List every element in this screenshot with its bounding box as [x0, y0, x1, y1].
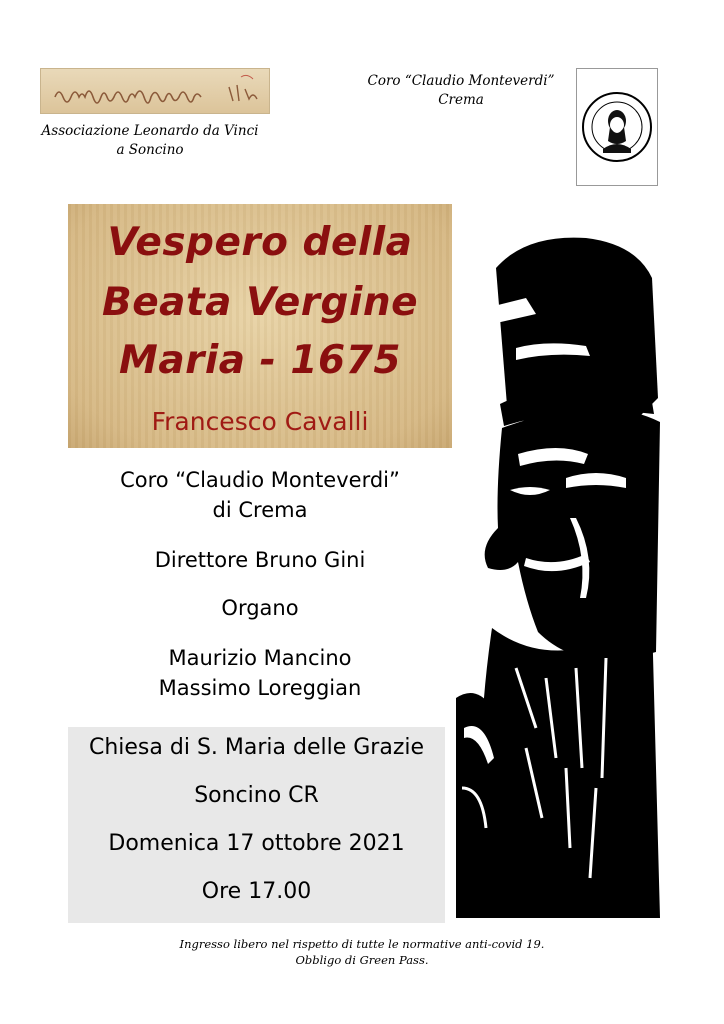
- title-line3: Maria - 1675: [119, 338, 401, 383]
- performer-organist2: Massimo Loreggian: [158, 676, 362, 700]
- choir-header-line1: Coro “Claudio Monteverdi”: [367, 73, 555, 89]
- title-panel: [68, 204, 452, 448]
- performer-choir-line1: Coro “Claudio Monteverdi”: [120, 468, 400, 492]
- venue-date: Domenica 17 ottobre 2021: [108, 831, 405, 856]
- composer-name: Francesco Cavalli: [151, 407, 369, 436]
- footer-line1: Ingresso libero nel rispetto di tutte le normative anti-covid 19.: [179, 937, 545, 951]
- performer-organist1: Maurizio Mancino: [168, 646, 352, 670]
- performer-organ-label: Organo: [221, 596, 299, 620]
- composer-portrait-image: [456, 228, 660, 922]
- association-line1: Associazione Leonardo da Vinci: [41, 123, 259, 139]
- leonardo-signature-image: [40, 68, 270, 114]
- title-line2: Beata Vergine: [101, 280, 419, 325]
- venue-town: Soncino CR: [194, 783, 319, 808]
- footer-line2: Obbligo di Green Pass.: [295, 953, 429, 967]
- footer-note: [120, 936, 604, 968]
- association-line2: a Soncino: [116, 142, 184, 158]
- choir-header: [350, 72, 572, 110]
- venue-time: Ore 17.00: [201, 879, 312, 904]
- performer-director: Direttore Bruno Gini: [154, 548, 366, 572]
- performer-choir-line2: di Crema: [212, 498, 308, 522]
- choir-seal-image: [576, 68, 658, 186]
- association-name: [28, 122, 272, 160]
- venue-box: [68, 727, 445, 923]
- venue-church: Chiesa di S. Maria delle Grazie: [88, 735, 425, 760]
- title-line1: Vespero della: [107, 220, 413, 265]
- choir-header-line2: Crema: [438, 92, 484, 108]
